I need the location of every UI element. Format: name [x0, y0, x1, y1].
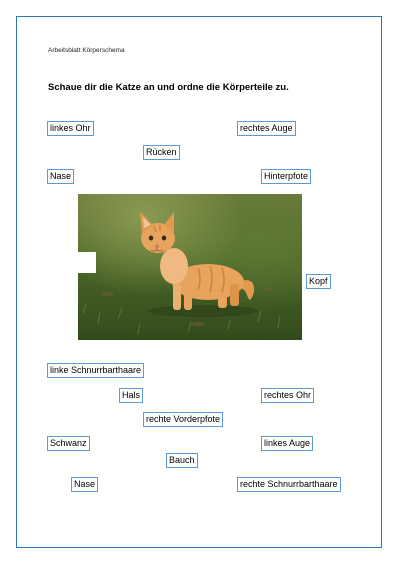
label-linkes-auge[interactable]: linkes Auge [261, 436, 313, 451]
label-nase-bottom[interactable]: Nase [71, 477, 98, 492]
label-linkes-ohr[interactable]: linkes Ohr [47, 121, 94, 136]
label-kopf[interactable]: Kopf [306, 274, 331, 289]
label-hals[interactable]: Hals [119, 388, 143, 403]
label-schwanz[interactable]: Schwanz [47, 436, 90, 451]
label-ruecken[interactable]: Rücken [143, 145, 180, 160]
label-rechte-schnurrbarthaare[interactable]: rechte Schnurrbarthaare [237, 477, 341, 492]
label-rechte-vorderpfote[interactable]: rechte Vorderpfote [143, 412, 223, 427]
instruction-text: Schaue dir die Katze an und ordne die Körperteile zu. [48, 82, 289, 93]
label-hinterpfote[interactable]: Hinterpfote [261, 169, 311, 184]
label-linke-schnurrbarthaare[interactable]: linke Schnurrbarthaare [47, 363, 144, 378]
label-nase-top[interactable]: Nase [47, 169, 74, 184]
cat-photo [78, 194, 302, 340]
photo-blank-area [78, 252, 96, 273]
worksheet-header: Arbeitsblatt Körperschema [48, 47, 125, 54]
label-rechtes-auge[interactable]: rechtes Auge [237, 121, 296, 136]
label-rechtes-ohr[interactable]: rechtes Ohr [261, 388, 314, 403]
cat-illustration [78, 194, 302, 340]
label-bauch[interactable]: Bauch [166, 453, 198, 468]
